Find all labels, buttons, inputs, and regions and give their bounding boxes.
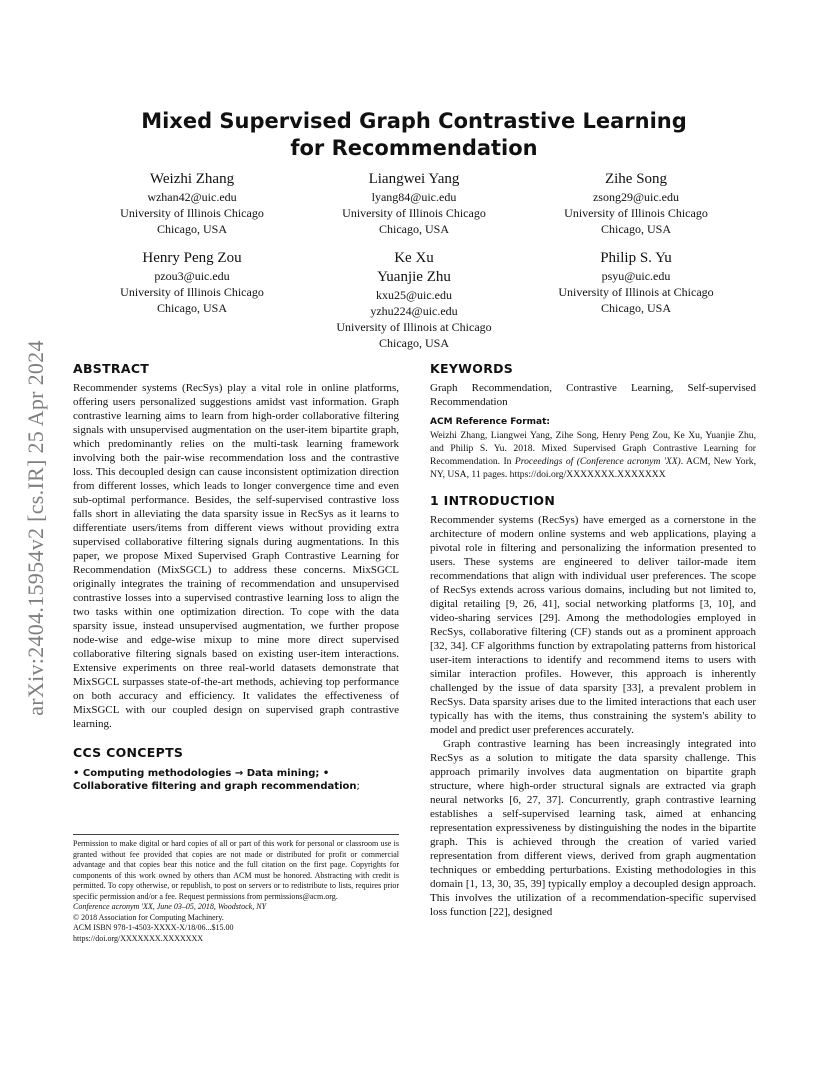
copyright-notice: © 2018 Association for Computing Machinery.	[73, 912, 224, 922]
acm-reference-heading: ACM Reference Format:	[430, 417, 550, 427]
author-location: Chicago, USA	[157, 222, 227, 236]
doi-link[interactable]: https://doi.org/XXXXXXX.XXXXXXX	[73, 933, 204, 943]
author-email: lyang84@uic.edu	[371, 190, 457, 204]
title-line-1: Mixed Supervised Graph Contrastive Learning	[141, 109, 687, 133]
author-block	[314, 170, 514, 237]
footnote-rule	[73, 834, 399, 835]
author-email: zsong29@uic.edu	[592, 190, 680, 204]
author-name: Philip S. Yu	[600, 250, 672, 266]
introduction-heading: 1 INTRODUCTION	[430, 493, 556, 508]
author-affiliation: University of Illinois at Chicago	[558, 285, 714, 299]
conference-info: Conference acronym 'XX, June 03–05, 2018, Woodstock, NY	[73, 902, 267, 911]
author-name: Weizhi Zhang	[149, 171, 235, 187]
author-affiliation: University of Illinois Chicago	[564, 206, 708, 220]
author-affiliation: University of Illinois at Chicago	[336, 320, 492, 334]
author-email: pzou3@uic.edu	[154, 269, 230, 283]
title-line-2: for Recommendation	[290, 136, 538, 160]
author-block	[92, 249, 292, 316]
author-location: Chicago, USA	[601, 301, 671, 315]
abstract-heading: ABSTRACT	[73, 361, 150, 376]
author-location: Chicago, USA	[379, 222, 449, 236]
author-location: Chicago, USA	[379, 336, 449, 350]
permission-text: Permission to make digital or hard copies of all or part of this work for personal or classroom use is granted without fee provided that copies are not made or distributed for profit or commercial advantage and that copies bear this notice and the full citation on the first page. Copyrights for components of this work owned by others than ACM must be honored. Abstracting with credit is permitted. To copy otherwise, or republish, to post on servers or to redistribute to lists, requires prior specific permission and/or a fee. Request permissions from permissions@acm.org.	[73, 839, 399, 901]
author-affiliation: University of Illinois Chicago	[120, 206, 264, 220]
author-location: Chicago, USA	[601, 222, 671, 236]
author-name: Ke Xu	[394, 250, 434, 266]
author-email: psyu@uic.edu	[601, 269, 671, 283]
paper-title	[90, 108, 738, 162]
author-block	[92, 170, 292, 237]
author-location: Chicago, USA	[157, 301, 227, 315]
author-affiliation: University of Illinois Chicago	[120, 285, 264, 299]
ccs-concepts: • Computing methodologies → Data mining; • Collaborative filtering and graph recommendation;	[73, 768, 360, 792]
introduction-paragraph-2: Graph contrastive learning has been increasingly integrated into RecSys as a solution to mitigate the data sparsity challenge. This approach primarily involves data augmentation on bipartite graph structure, where high-order structural signals are extracted via graph neural networks [6, 27, 37]. Concurrently, graph contrastive learning establishes a self-supervised learning task, aimed at enhancing representation expressiveness by distinguishing the nodes in the bipartite graph. This is achieved through the creation of varied varied representation from different views, derived from graph augmentation techniques or embedding perturbations. Existing methodologies in this domain [1, 13, 30, 35, 39] typically employ a decoupled design approach. This involves the utilization of a recommendation-specific supervised loss function [22], designed	[430, 738, 756, 918]
author-name: Henry Peng Zou	[142, 250, 242, 266]
author-email: kxu25@uic.edu	[375, 288, 453, 302]
author-block	[536, 170, 736, 237]
abstract-text: Recommender systems (RecSys) play a vital role in online platforms, offering users personalized suggestions amidst vast information. Graph contrastive learning aims to learn from high-order collaborative filtering signals with unsupervised augmentation on the user-item bipartite graph, which predominantly relies on the multi-task learning framework involving both the pair-wise recommendation loss and the contrastive loss. This decoupled design can cause inconsistent optimization direction from different losses, which leads to longer convergence time and even sub-optimal performance. Besides, the self-supervised contrastive loss falls short in alleviating the data sparsity issue in RecSys as it learns to differentiate users/items from different views without providing extra supervised collaborative filtering signals during augmentations. In this paper, we propose Mixed Supervised Graph Contrastive Learning for Recommendation (MixSGCL) to address these concerns. MixSGCL originally integrates the training of recommendation and unsupervised contrastive losses into a supervised contrastive learning loss to align the two tasks within one optimization direction. To cope with the data sparsity issue, instead unsupervised augmentation, we further propose node-wise and edge-wise mixup to mine more direct supervised collaborative filtering signals based on existing user-item interactions. Extensive experiments on three real-world datasets demonstrate that MixSGCL surpasses state-of-the-art methods, achieving top performance on both accuracy and efficiency. It validates the effectiveness of MixSGCL with our coupled design on supervised graph contrastive learning.	[73, 382, 399, 730]
author-name: Yuanjie Zhu	[377, 269, 451, 285]
left-column	[73, 361, 399, 793]
author-name: Zihe Song	[604, 171, 668, 187]
author-email: wzhan42@uic.edu	[147, 190, 237, 204]
author-affiliation: University of Illinois Chicago	[342, 206, 486, 220]
permission-footnote	[73, 839, 399, 944]
ccs-heading: CCS CONCEPTS	[73, 745, 184, 760]
introduction-paragraph-1: Recommender systems (RecSys) have emerged as a cornerstone in the architecture of modern online systems and web applications, playing a pivotal role in filtering and personalizing the information presented to users. These systems are engineered to deliver tailor-made item recommendations that align with individual user preferences. The scope of RecSys extends across various domains, including but not limited to, digital retailing [9, 26, 41], social networking platforms [3, 10], and video-sharing services [29]. Among the methodologies employed in RecSys, collaborative filtering (CF) stands out as a prominent approach [32, 34]. CF algorithms function by extrapolating patterns from historical user-item interactions to identify and recommend items to users with similar interaction profiles. However, this approach is inherently challenged by the issue of data sparsity [33], a prevalent problem in RecSys. Data sparsity arises due to the limited interactions that each user typically has with the items, thus constraining the system's ability to model and predict user preferences accurately.	[430, 514, 756, 736]
author-block	[314, 249, 514, 351]
right-column	[430, 361, 756, 919]
author-name: Liangwei Yang	[368, 171, 460, 187]
acm-reference-text: Weizhi Zhang, Liangwei Yang, Zihe Song, Henry Peng Zou, Ke Xu, Yuanjie Zhu, and Philip S. Yu. 2018. Mixed Supervised Graph Contrastive Learning for Recommendation. In Proceedings of (Conference acronym 'XX). ACM, New York, NY, USA, 11 pages. https://doi.org/XXXXXXX.XXXXXXX	[430, 430, 756, 480]
keywords-heading: KEYWORDS	[430, 361, 514, 376]
author-block	[536, 249, 736, 316]
isbn: ACM ISBN 978-1-4503-XXXX-X/18/06...$15.00	[73, 923, 234, 932]
keywords-text: Graph Recommendation, Contrastive Learning, Self-supervised Recommendation	[430, 382, 756, 408]
author-email: yzhu224@uic.edu	[370, 304, 458, 318]
arxiv-identifier: arXiv:2404.15954v2 [cs.IR] 25 Apr 2024	[23, 340, 48, 716]
